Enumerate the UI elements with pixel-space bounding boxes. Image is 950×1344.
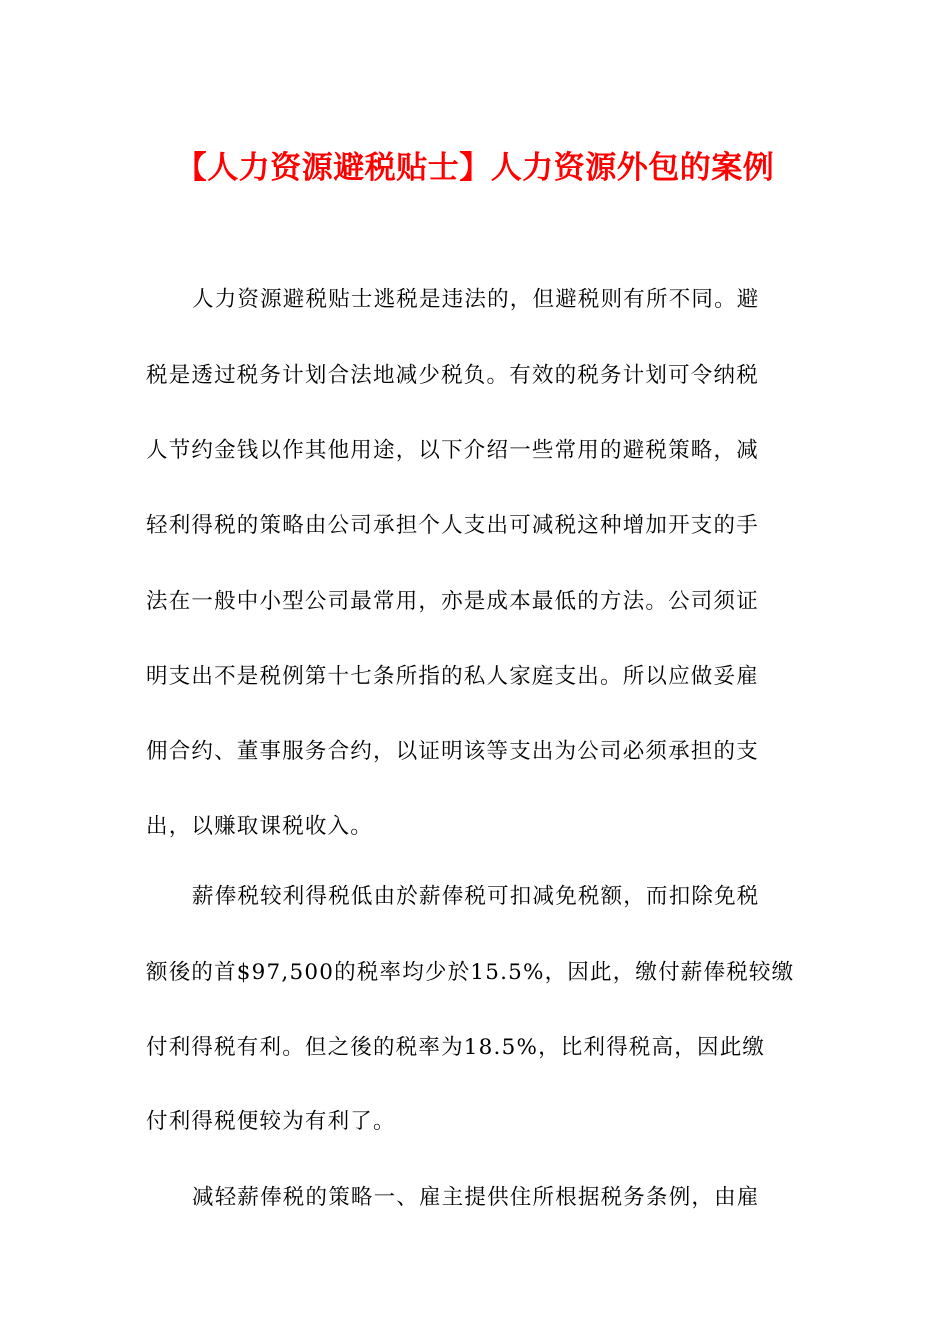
paragraph-line: 明支出不是税例第十七条所指的私人家庭支出。所以应做妥雇 xyxy=(146,664,759,689)
paragraph-line: 付利得税有利。但之後的税率为18.5%，比利得税高，因此缴 xyxy=(146,1035,766,1060)
paragraph-line: 人节约金钱以作其他用途，以下介绍一些常用的避税策略，减 xyxy=(146,438,759,463)
paragraph-line: 轻利得税的策略由公司承担个人支出可减税这种增加开支的手 xyxy=(146,513,759,538)
paragraph-line: 佣合约、董事服务合约，以证明该等支出为公司必须承担的支 xyxy=(146,739,759,764)
paragraph-line: 减轻薪俸税的策略一、雇主提供住所根据税务条例，由雇 xyxy=(192,1185,760,1210)
paragraph-line: 出，以赚取课税收入。 xyxy=(146,814,374,839)
paragraph-line: 法在一般中小型公司最常用，亦是成本最低的方法。公司须证 xyxy=(146,589,759,614)
document-title: 【人力资源避税贴士】人力资源外包的案例 xyxy=(175,150,775,186)
paragraph-line: 薪俸税较利得税低由於薪俸税可扣减免税额，而扣除免税 xyxy=(192,884,760,909)
paragraph-line: 额後的首$97,500的税率均少於15.5%，因此，缴付薪俸税较缴 xyxy=(146,960,795,985)
paragraph-line: 税是透过税务计划合法地减少税负。有效的税务计划可令纳税 xyxy=(146,363,759,388)
paragraph-line: 人力资源避税贴士逃税是违法的，但避税则有所不同。避 xyxy=(192,287,760,312)
paragraph-line: 付利得税便较为有利了。 xyxy=(146,1109,396,1134)
